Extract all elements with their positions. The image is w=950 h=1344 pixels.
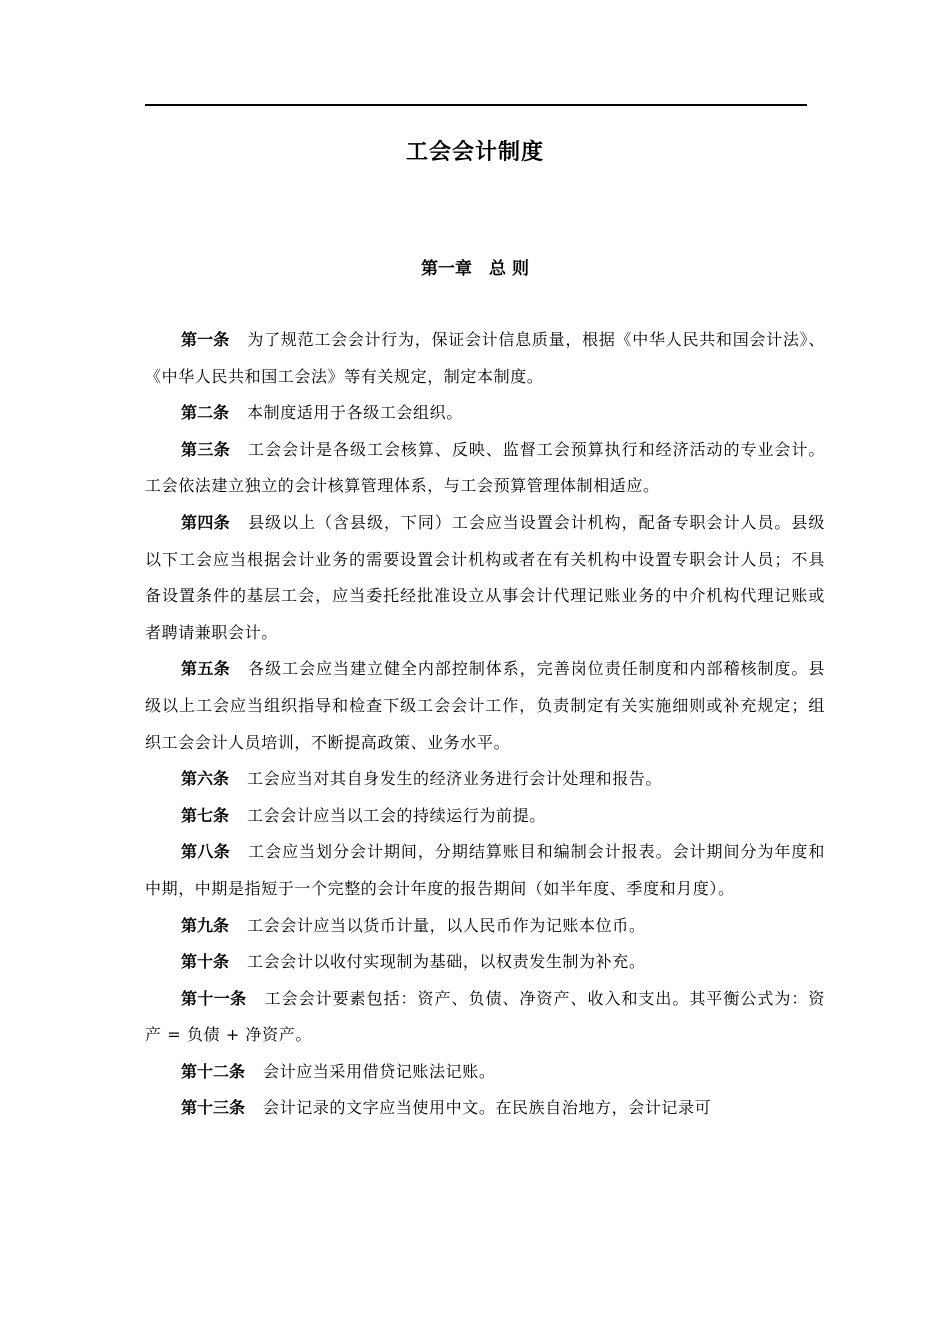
- article-text: 工会会计应当以货币计量，以人民币作为记账本位币。: [247, 915, 646, 935]
- article-13: [145, 1090, 825, 1127]
- document-title: 工会会计制度: [405, 140, 544, 165]
- article-label: 第七条: [181, 805, 230, 825]
- chapter-heading: 第一章 总 则: [421, 259, 529, 279]
- article-label: 第五条: [181, 659, 231, 679]
- document-body: [145, 322, 825, 1127]
- article-text: 会计记录的文字应当使用中文。在民族自治地方，会计记录可: [263, 1098, 712, 1118]
- article-text: 为了规范工会会计行为，保证会计信息质量，根据《中华人民共和国会计法》、《中华人民共和国工会法》等有关规定，制定本制度。: [145, 330, 825, 386]
- article-12: [145, 1054, 825, 1091]
- article-label: 第十一条: [181, 988, 247, 1008]
- article-text: 各级工会应当建立健全内部控制体系，完善岗位责任制度和内部稽核制度。县级以上工会应当组织指导和检查下级工会会计工作，负责制定有关实施细则或补充规定；组织工会会计人员培训，不断提高政策、业务水平。: [145, 659, 825, 752]
- article-label: 第九条: [181, 915, 230, 935]
- article-10: [145, 944, 825, 981]
- article-text: 会计应当采用借贷记账法记账。: [263, 1061, 496, 1081]
- article-text: 工会会计应当以工会的持续运行为前提。: [247, 805, 546, 825]
- article-label: 第十三条: [181, 1098, 246, 1118]
- article-text: 工会会计以收付实现制为基础，以权责发生制为补充。: [247, 952, 646, 972]
- article-text: 工会会计是各级工会核算、反映、监督工会预算执行和经济活动的专业会计。工会依法建立独立的会计核算管理体系，与工会预算管理体制相适应。: [145, 439, 825, 496]
- article-label: 第十二条: [181, 1061, 246, 1081]
- article-text: 工会会计要素包括：资产、负债、净资产、收入和支出。其平衡公式为：资产 = 负债 + 净资产。: [145, 988, 825, 1045]
- article-7: [145, 798, 825, 835]
- article-6: [145, 761, 825, 798]
- article-4: [145, 505, 825, 651]
- article-8: [145, 834, 825, 907]
- article-9: [145, 908, 825, 945]
- article-text: 本制度适用于各级工会组织。: [247, 403, 463, 423]
- article-text: 工会应当划分会计期间，分期结算账目和编制会计报表。会计期间分为年度和中期，中期是指短于一个完整的会计年度的报告期间（如半年度、季度和月度）。: [145, 842, 825, 898]
- header-rule: [145, 104, 807, 106]
- article-label: 第一条: [181, 330, 230, 349]
- article-text: 县级以上（含县级，下同）工会应当设置会计机构，配备专职会计人员。县级以下工会应当根据会计业务的需要设置会计机构或者在有关机构中设置专职会计人员；不具备设置条件的基层工会，应当委托经批准设立从事会计代理记账业务的中介机构代理记账或者聘请兼职会计。: [145, 512, 825, 642]
- article-2: [145, 395, 825, 432]
- article-label: 第六条: [181, 769, 230, 789]
- article-11: [145, 981, 825, 1054]
- article-1: [145, 322, 825, 395]
- article-label: 第十条: [181, 952, 230, 972]
- article-label: 第八条: [181, 842, 231, 862]
- article-3: [145, 432, 825, 505]
- article-label: 第二条: [181, 403, 230, 423]
- article-text: 工会应当对其自身发生的经济业务进行会计处理和报告。: [247, 769, 663, 789]
- article-label: 第三条: [181, 439, 231, 459]
- article-5: [145, 651, 825, 761]
- article-label: 第四条: [181, 512, 231, 532]
